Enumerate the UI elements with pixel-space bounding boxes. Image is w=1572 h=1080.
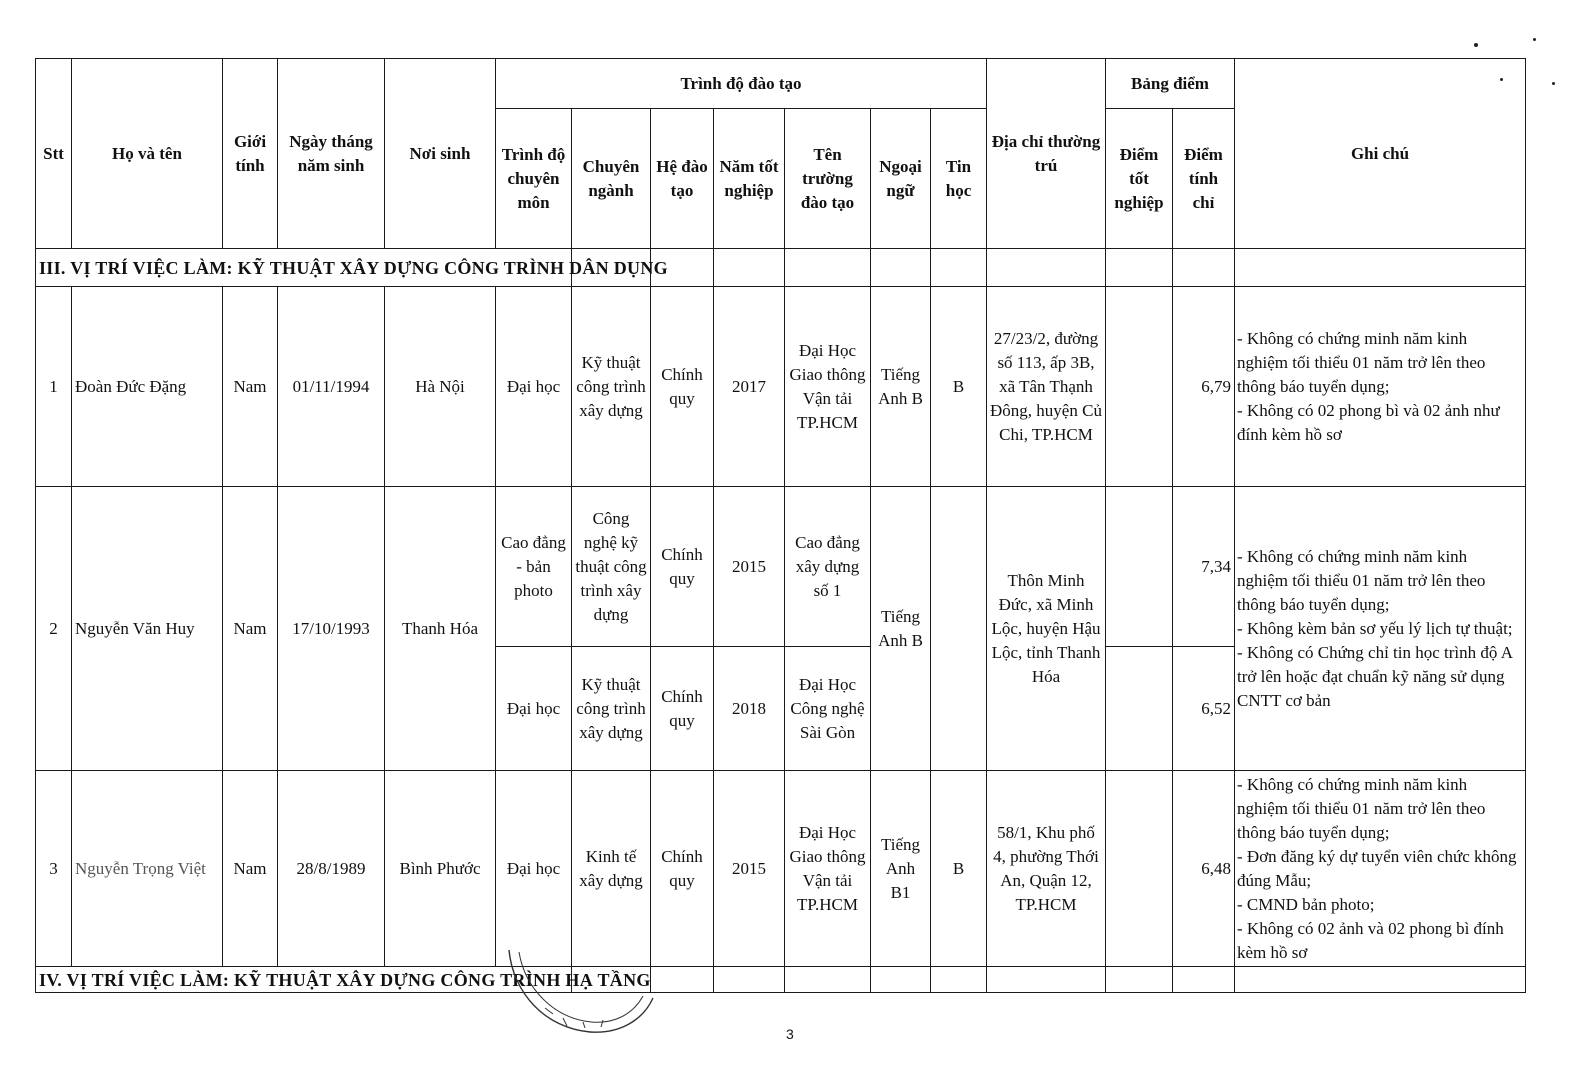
cell-notes xyxy=(1235,487,1526,771)
col-level: Trình độ chuyên môn xyxy=(496,109,572,249)
col-mode: Hệ đào tạo xyxy=(651,109,714,249)
cell-credit-score: 7,34 xyxy=(1173,487,1235,647)
cell-grad-score xyxy=(1106,487,1173,647)
cell-school: Cao đẳng xây dựng số 1 xyxy=(785,487,871,647)
col-school: Tên trường đào tạo xyxy=(785,109,871,249)
cell-it: B xyxy=(931,771,987,967)
cell-dob: 28/8/1989 xyxy=(278,771,385,967)
col-stt: Stt xyxy=(36,59,72,249)
cell-grad-score xyxy=(1106,771,1173,967)
cell-language: Tiếng Anh B xyxy=(871,287,931,487)
col-major: Chuyên ngành xyxy=(572,109,651,249)
table-row xyxy=(36,771,1526,967)
cell-gender: Nam xyxy=(223,771,278,967)
table-row xyxy=(36,287,1526,487)
cell-gender: Nam xyxy=(223,487,278,771)
cell-birthplace: Hà Nội xyxy=(385,287,496,487)
cell-name: Nguyễn Văn Huy xyxy=(72,487,223,771)
candidate-table xyxy=(35,58,1526,993)
cell-major: Kỹ thuật công trình xây dựng xyxy=(572,647,651,771)
cell-birthplace: Thanh Hóa xyxy=(385,487,496,771)
cell-address: 27/23/2, đường số 113, ấp 3B, xã Tân Thạnh Đông, huyện Củ Chi, TP.HCM xyxy=(987,287,1106,487)
col-language: Ngoại ngữ xyxy=(871,109,931,249)
col-notes: Ghi chú xyxy=(1235,59,1526,249)
cell-level: Cao đẳng - bản photo xyxy=(496,487,572,647)
cell-name: Nguyễn Trọng Việt xyxy=(72,771,223,967)
cell-grad-score xyxy=(1106,647,1173,771)
cell-birthplace: Bình Phước xyxy=(385,771,496,967)
table-row xyxy=(36,487,1526,647)
note-line: - Không có Chứng chỉ tin học trình độ A trở lên hoặc đạt chuẩn kỹ năng sử dụng CNTT cơ bản xyxy=(1237,642,1513,710)
note-line: - Không có chứng minh năm kinh nghiệm tối thiểu 01 năm trở lên theo thông báo tuyển dụng; xyxy=(1237,546,1486,614)
note-line: - Đơn đăng ký dự tuyển viên chức không đúng Mẫu; xyxy=(1237,846,1517,890)
cell-year: 2018 xyxy=(714,647,785,771)
cell-grad-score xyxy=(1106,287,1173,487)
note-line: - Không có chứng minh năm kinh nghiệm tối thiểu 01 năm trở lên theo thông báo tuyển dụng; xyxy=(1237,328,1486,396)
cell-it: B xyxy=(931,287,987,487)
cell-it xyxy=(931,487,987,771)
cell-notes xyxy=(1235,287,1526,487)
cell-school: Đại Học Công nghệ Sài Gòn xyxy=(785,647,871,771)
cell-stt: 2 xyxy=(36,487,72,771)
cell-major: Kinh tế xây dựng xyxy=(572,771,651,967)
cell-mode: Chính quy xyxy=(651,487,714,647)
cell-name: Đoàn Đức Đặng xyxy=(72,287,223,487)
section-title: III. VỊ TRÍ VIỆC LÀM: KỸ THUẬT XÂY DỰNG CÔNG TRÌNH DÂN DỤNG xyxy=(36,249,572,287)
cell-stt: 3 xyxy=(36,771,72,967)
cell-major: Kỹ thuật công trình xây dựng xyxy=(572,287,651,487)
cell-address: Thôn Minh Đức, xã Minh Lộc, huyện Hậu Lộc, tỉnh Thanh Hóa xyxy=(987,487,1106,771)
note-line: - Không kèm bản sơ yếu lý lịch tự thuật; xyxy=(1237,618,1513,638)
col-dob: Ngày tháng năm sinh xyxy=(278,59,385,249)
cell-stt: 1 xyxy=(36,287,72,487)
note-line: - Không có chứng minh năm kinh nghiệm tối thiểu 01 năm trở lên theo thông báo tuyển dụng; xyxy=(1237,774,1486,842)
cell-school: Đại Học Giao thông Vận tải TP.HCM xyxy=(785,771,871,967)
col-year: Năm tốt nghiệp xyxy=(714,109,785,249)
section-title: IV. VỊ TRÍ VIỆC LÀM: KỸ THUẬT XÂY DỰNG CÔNG TRÌNH HẠ TẦNG xyxy=(36,967,572,993)
cell-dob: 17/10/1993 xyxy=(278,487,385,771)
cell-mode: Chính quy xyxy=(651,647,714,771)
col-gender: Giới tính xyxy=(223,59,278,249)
header-row-1 xyxy=(36,59,1526,109)
note-line: - CMND bản photo; xyxy=(1237,894,1375,914)
col-address: Địa chỉ thường trú xyxy=(987,59,1106,249)
cell-credit-score: 6,52 xyxy=(1173,647,1235,771)
section-row xyxy=(36,967,1526,993)
cell-level: Đại học xyxy=(496,647,572,771)
col-grad-score: Điểm tốt nghiệp xyxy=(1106,109,1173,249)
section-row xyxy=(36,249,1526,287)
cell-major: Công nghệ kỹ thuật công trình xây dựng xyxy=(572,487,651,647)
cell-year: 2015 xyxy=(714,771,785,967)
col-group-training: Trình độ đào tạo xyxy=(496,59,987,109)
cell-year: 2017 xyxy=(714,287,785,487)
cell-level: Đại học xyxy=(496,287,572,487)
cell-year: 2015 xyxy=(714,487,785,647)
col-group-scores: Bảng điểm xyxy=(1106,59,1235,109)
cell-mode: Chính quy xyxy=(651,287,714,487)
cell-credit-score: 6,79 xyxy=(1173,287,1235,487)
cell-gender: Nam xyxy=(223,287,278,487)
col-name: Họ và tên xyxy=(72,59,223,249)
cell-address: 58/1, Khu phố 4, phường Thới An, Quận 12, TP.HCM xyxy=(987,771,1106,967)
cell-school: Đại Học Giao thông Vận tải TP.HCM xyxy=(785,287,871,487)
cell-credit-score: 6,48 xyxy=(1173,771,1235,967)
note-line: - Không có 02 ảnh và 02 phong bì đính kèm hồ sơ xyxy=(1237,918,1504,962)
cell-dob: 01/11/1994 xyxy=(278,287,385,487)
cell-notes xyxy=(1235,771,1526,967)
cell-language: Tiếng Anh B xyxy=(871,487,931,771)
note-line: - Không có 02 phong bì và 02 ảnh như đính kèm hồ sơ xyxy=(1237,400,1500,444)
col-birthplace: Nơi sinh xyxy=(385,59,496,249)
col-it: Tin học xyxy=(931,109,987,249)
page-number: 3 xyxy=(786,1026,794,1042)
cell-mode: Chính quy xyxy=(651,771,714,967)
col-credit-score: Điểm tính chỉ xyxy=(1173,109,1235,249)
cell-language: Tiếng Anh B1 xyxy=(871,771,931,967)
cell-level: Đại học xyxy=(496,771,572,967)
